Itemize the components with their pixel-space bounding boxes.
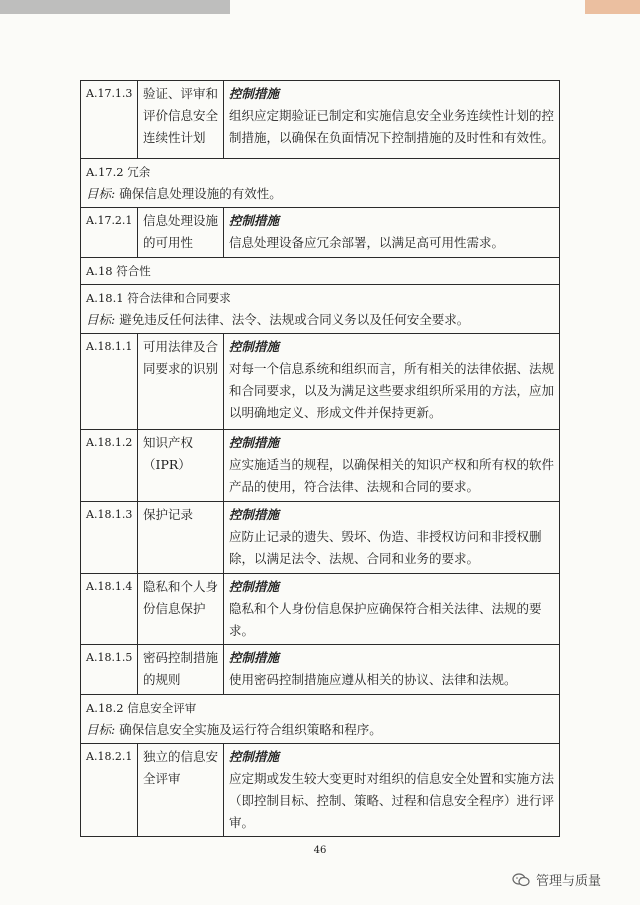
brand-watermark	[512, 870, 601, 889]
control-name: 验证、评审和评价信息安全连续性计划	[138, 81, 224, 159]
section-row	[81, 159, 560, 208]
control-id: A.17.1.3	[81, 81, 138, 159]
control-text: 应实施适当的规程，以确保相关的知识产权和所有权的软件产品的使用，符合法律、法规和合同的要求。	[229, 457, 555, 494]
table-row	[81, 208, 560, 258]
control-name: 保护记录	[138, 502, 224, 574]
control-text: 隐私和个人身份信息保护应确保符合相关法律、法规的要求。	[229, 601, 542, 638]
control-id: A.17.2.1	[81, 208, 138, 258]
objective-text: 确保信息安全实施及运行符合组织策略和程序。	[119, 722, 382, 737]
control-id: A.18.1.1	[81, 334, 138, 430]
wechat-icon	[512, 873, 530, 887]
objective-label: 目标:	[86, 312, 116, 327]
section-title: A.18.1 符合法律和合同要求	[86, 291, 231, 305]
section-objective	[86, 719, 554, 741]
control-cell	[224, 502, 560, 574]
control-table	[80, 80, 560, 837]
objective-text: 确保信息处理设施的有效性。	[119, 186, 282, 201]
control-header: 控制措施	[229, 749, 280, 764]
control-text: 对每一个信息系统和组织而言，所有相关的法律依据、法规和合同要求，以及为满足这些要求组织所采用的方法，应加以明确地定义、形成文件并保持更新。	[229, 361, 555, 420]
section-title: A.18 符合性	[86, 264, 151, 278]
control-id: A.18.1.5	[81, 645, 138, 695]
section-row	[81, 695, 560, 744]
table-row	[81, 430, 560, 502]
control-name: 隐私和个人身份信息保护	[138, 574, 224, 645]
control-text: 应防止记录的遗失、毁坏、伪造、非授权访问和非授权删除，以满足法令、法规、合同和业务的要求。	[229, 529, 542, 566]
control-id: A.18.1.2	[81, 430, 138, 502]
table-row	[81, 81, 560, 159]
table-row	[81, 645, 560, 695]
control-cell	[224, 574, 560, 645]
control-header: 控制措施	[229, 86, 280, 101]
control-text: 信息处理设备应冗余部署，以满足高可用性需求。	[229, 235, 505, 250]
table-row	[81, 744, 560, 837]
control-name: 知识产权（IPR）	[138, 430, 224, 502]
objective-label: 目标:	[86, 186, 116, 201]
section-objective	[86, 309, 554, 331]
section-title: A.18.2 信息安全评审	[86, 701, 197, 715]
control-header: 控制措施	[229, 650, 280, 665]
control-id: A.18.1.4	[81, 574, 138, 645]
control-header: 控制措施	[229, 579, 280, 594]
control-header: 控制措施	[229, 507, 280, 522]
control-name: 信息处理设施的可用性	[138, 208, 224, 258]
control-id: A.18.1.3	[81, 502, 138, 574]
control-cell	[224, 334, 560, 430]
control-header: 控制措施	[229, 339, 280, 354]
section-cell	[81, 258, 560, 285]
scan-edge-gray	[0, 0, 230, 14]
scan-edge-orange	[585, 0, 640, 14]
section-cell	[81, 159, 560, 208]
control-name: 可用法律及合同要求的识别	[138, 334, 224, 430]
section-objective	[86, 183, 554, 205]
objective-label: 目标:	[86, 722, 116, 737]
section-row	[81, 258, 560, 285]
page-number: 46	[313, 845, 327, 856]
control-header: 控制措施	[229, 213, 280, 228]
section-cell	[81, 285, 560, 334]
control-id: A.18.2.1	[81, 744, 138, 837]
table-row	[81, 334, 560, 430]
table-row	[81, 574, 560, 645]
control-cell	[224, 744, 560, 837]
objective-text: 避免违反任何法律、法令、法规或合同义务以及任何安全要求。	[119, 312, 470, 327]
section-title: A.17.2 冗余	[86, 165, 151, 179]
table-row	[81, 502, 560, 574]
control-cell	[224, 430, 560, 502]
control-cell	[224, 81, 560, 159]
scan-edge-marks	[0, 0, 640, 14]
control-text: 使用密码控制措施应遵从相关的协议、法律和法规。	[229, 672, 517, 687]
section-cell	[81, 695, 560, 744]
control-name: 密码控制措施的规则	[138, 645, 224, 695]
control-cell	[224, 645, 560, 695]
control-name: 独立的信息安全评审	[138, 744, 224, 837]
section-row	[81, 285, 560, 334]
brand-name: 管理与质量	[536, 874, 602, 889]
control-header: 控制措施	[229, 435, 280, 450]
control-text: 组织应定期验证已制定和实施信息安全业务连续性计划的控制措施，以确保在负面情况下控制措施的及时性和有效性。	[229, 108, 555, 145]
control-cell	[224, 208, 560, 258]
control-text: 应定期或发生较大变更时对组织的信息安全处置和实施方法（即控制目标、控制、策略、过程和信息安全程序）进行评审。	[229, 771, 555, 830]
